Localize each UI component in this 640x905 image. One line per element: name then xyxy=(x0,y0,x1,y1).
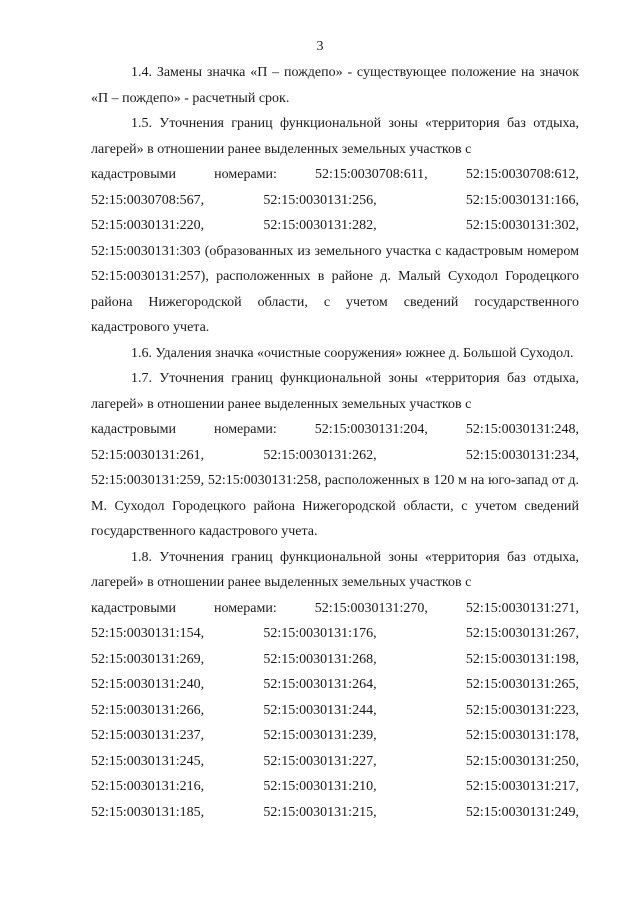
cadastral-number: 52:15:0030131:217, xyxy=(465,779,579,794)
paragraph-1-5-lead: 1.5. Уточнения границ функциональной зоны «территория баз отдыха, лагерей» в отношении ранее выделенных земельных участков с xyxy=(91,116,579,157)
cadastral-number: 52:15:0030131:204, xyxy=(314,422,428,437)
cadastral-number: 52:15:0030131:271, xyxy=(465,600,579,616)
cadastral-number: 52:15:0030131:268, xyxy=(263,651,377,667)
cadastral-row xyxy=(91,162,579,188)
cadastral-number: 52:15:0030131:245, xyxy=(91,753,205,769)
paragraph-1-5-tail: 52:15:0030131:303 (образованных из земельного участка с кадастровым номером 52:15:0030131:257), расположенных в районе д. Малый Суходол Городецкого района Нижегородской области, с учетом сведений государственного кадастрового учета. xyxy=(91,243,579,335)
cadastral-number: 52:15:0030131:215, xyxy=(263,804,377,820)
cadastral-number: 52:15:0030131:210, xyxy=(263,779,377,794)
cadastral-number: 52:15:0030131:270, xyxy=(314,600,428,616)
cadastral-number: 52:15:0030131:265, xyxy=(465,677,579,692)
cadastral-number: 52:15:0030131:220, xyxy=(91,218,205,233)
cadastral-number: 52:15:0030131:198, xyxy=(465,651,579,667)
numbers-label: номерами: xyxy=(214,167,277,182)
cadastral-grid xyxy=(91,443,579,469)
cadastral-number: 52:15:0030131:216, xyxy=(91,779,205,794)
paragraph-1-4: 1.4. Замены значка «П – пождепо» - существующее положение на значок «П – пождепо» - расчетный срок. xyxy=(91,65,579,106)
cadastral-row xyxy=(91,596,579,622)
page-number: 3 xyxy=(316,39,324,54)
cadastral-number: 52:15:0030131:250, xyxy=(465,753,579,769)
cadastral-number: 52:15:0030131:262, xyxy=(263,447,377,463)
paragraph-1-7-lead: 1.7. Уточнения границ функциональной зоны «территория баз отдыха, лагерей» в отношении ранее выделенных земельных участков с xyxy=(91,371,579,412)
paragraph-1-8-lead: 1.8. Уточнения границ функциональной зоны «территория баз отдыха, лагерей» в отношении ранее выделенных земельных участков с xyxy=(91,549,579,590)
cadastral-number: 52:15:0030131:264, xyxy=(263,677,377,692)
cadastral-number: 52:15:0030131:240, xyxy=(91,677,205,692)
cadastral-number: 52:15:0030131:261, xyxy=(91,447,205,463)
cadastral-number: 52:15:0030131:237, xyxy=(91,728,205,743)
cadastral-number: 52:15:0030131:266, xyxy=(91,702,205,718)
cadastral-number: 52:15:0030131:227, xyxy=(263,753,377,769)
cadastral-number: 52:15:0030131:166, xyxy=(465,192,579,208)
cadastral-label: кадастровыми xyxy=(91,600,177,616)
cadastral-row xyxy=(91,417,579,443)
numbers-label: номерами: xyxy=(213,422,277,437)
cadastral-label: кадастровыми xyxy=(91,422,177,437)
cadastral-label: кадастровыми xyxy=(91,167,177,182)
cadastral-number: 52:15:0030131:249, xyxy=(465,804,579,820)
cadastral-number: 52:15:0030131:248, xyxy=(465,422,579,437)
cadastral-number: 52:15:0030131:256, xyxy=(263,192,377,208)
cadastral-number: 52:15:0030131:185, xyxy=(91,804,205,820)
cadastral-number: 52:15:0030708:611, xyxy=(315,167,428,182)
cadastral-number: 52:15:0030131:302, xyxy=(465,218,579,233)
paragraph-1-6: 1.6. Удаления значка «очистные сооружения» южнее д. Большой Суходол. xyxy=(131,345,574,361)
cadastral-grid xyxy=(91,621,579,825)
cadastral-number: 52:15:0030131:176, xyxy=(263,626,377,641)
document-body xyxy=(91,60,579,825)
cadastral-number: 52:15:0030131:244, xyxy=(263,702,377,718)
cadastral-number: 52:15:0030131:223, xyxy=(465,702,579,718)
paragraph-1-7-tail: 52:15:0030131:259, 52:15:0030131:258, расположенных в 120 м на юго-запад от д. М. Суходол Городецкого района Нижегородской области, с учетом сведений государственного кадастрового учета. xyxy=(91,473,579,539)
cadastral-number: 52:15:0030131:154, xyxy=(91,626,205,641)
cadastral-number: 52:15:0030131:239, xyxy=(263,728,377,743)
cadastral-number: 52:15:0030708:612, xyxy=(465,167,579,182)
cadastral-number: 52:15:0030131:269, xyxy=(91,651,205,667)
cadastral-number: 52:15:0030131:178, xyxy=(465,728,579,743)
cadastral-number: 52:15:0030708:567, xyxy=(91,192,205,208)
cadastral-number: 52:15:0030131:267, xyxy=(465,626,579,641)
cadastral-number: 52:15:0030131:234, xyxy=(465,447,579,463)
cadastral-number: 52:15:0030131:282, xyxy=(263,218,377,233)
numbers-label: номерами: xyxy=(213,600,277,616)
cadastral-grid xyxy=(91,188,579,239)
